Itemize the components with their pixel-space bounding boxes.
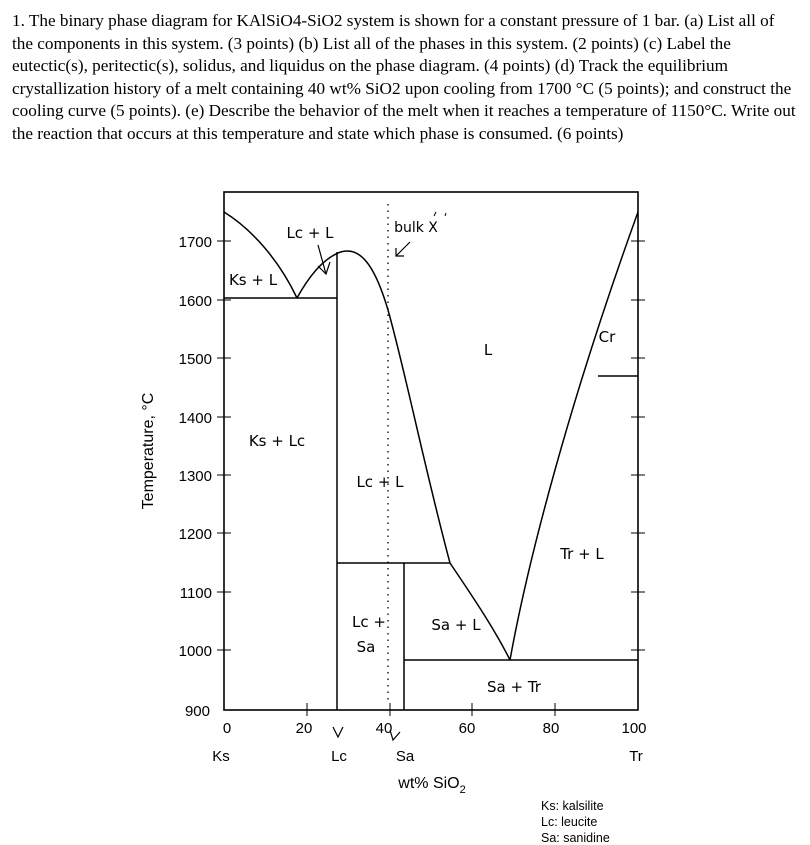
x-tick-label: 100	[621, 720, 647, 737]
field-label-ks-lc: Ks + Lc	[248, 432, 306, 450]
legend-ks: Ks: kalsilite	[541, 799, 604, 813]
y-tick-label: 1200	[178, 526, 212, 543]
x-tick-label: 40	[375, 720, 393, 737]
x-axis-label	[397, 775, 465, 796]
end-member-ks: Ks	[212, 748, 230, 765]
field-label-bulk-x: bulk X	[394, 220, 438, 236]
y-tick-label: 900	[184, 703, 210, 720]
x-tick-label: 60	[458, 720, 476, 737]
x-tick-label: 80	[542, 720, 560, 737]
y-tick-label: 1300	[178, 468, 212, 485]
question-text: 1. The binary phase diagram for KAlSiO4-SiO2 system is shown for a constant pressure of 1 bar. (a) List all of the components in this system. (3 points) (b) List all of the phases in this system. (2 points) (c) Label the eutectic(s), peritectic(s), solidus, and liquidus on the phase diagram. (4 points) (d) Track the equilibrium crystallization history of a melt containing 40 wt% SiO2 upon cooling from 1700 °C (5 points); and construct the cooling curve (5 points). (e) Describe the behavior of the melt when it reaches a temperature of 1150°C. Write out the reaction that occurs at this temperature and state which phase is consumed. (6 points)	[12, 11, 796, 143]
y-tick-label: 1400	[178, 410, 212, 427]
end-member-lc: Lc	[331, 748, 347, 765]
field-label-lc-sa-line2: Sa	[356, 638, 376, 656]
field-label-sa-l: Sa + L	[431, 616, 481, 634]
y-tick-label: 1700	[178, 234, 212, 251]
field-label-cr: Cr	[598, 328, 616, 346]
hand-arrow-bulk-x	[396, 242, 410, 256]
x-tick-label: 20	[295, 720, 313, 737]
y-tick-label: 1600	[178, 293, 212, 310]
y-tick-label: 1500	[178, 351, 212, 368]
field-label-sa-tr: Sa + Tr	[487, 678, 541, 696]
legend-lc: Lc: leucite	[541, 815, 598, 829]
field-label-lc-l: Lc + L	[356, 473, 404, 491]
lc-liquidus-left	[297, 253, 338, 298]
y-axis-label: Temperature, °C	[140, 392, 157, 510]
sa-liquidus	[450, 563, 510, 660]
phase-boundaries	[224, 212, 638, 710]
legend-sa: Sa: sanidine	[541, 831, 610, 845]
field-label-tr-l: Tr + L	[560, 545, 604, 563]
tr-liquidus	[510, 212, 638, 660]
y-tick-label: 1000	[178, 643, 212, 660]
end-member-tr: Tr	[629, 748, 643, 765]
field-label-lc-sa-line1: Lc +	[352, 613, 386, 631]
hand-strokes	[434, 212, 446, 216]
field-label-lc-l-top: Lc + L	[286, 224, 334, 242]
lc-liquidus-right	[338, 251, 450, 563]
field-label-l: L	[483, 341, 493, 359]
field-label-ks-l: Ks + L	[228, 271, 278, 289]
y-tick-label: 1100	[179, 585, 212, 602]
x-axis-label-subscript: 2	[459, 784, 466, 796]
x-tick-label: 0	[222, 720, 232, 737]
end-member-sa: Sa	[395, 748, 415, 765]
x-axis-label-main: wt% SiO	[398, 775, 460, 792]
